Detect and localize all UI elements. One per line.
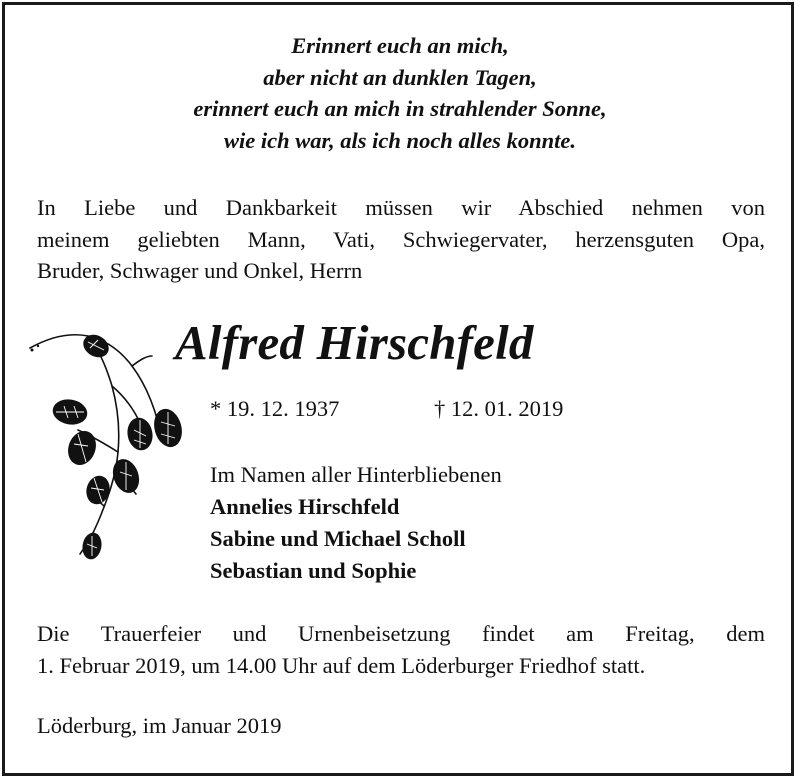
intro-line: Bruder, Schwager und Onkel, Herrn [37, 258, 363, 283]
survivor-name: Annelies Hirschfeld [210, 494, 400, 519]
birch-branch-icon [28, 326, 188, 571]
funeral-line: 1. Februar 2019, um 14.00 Uhr auf dem Löderburger Friedhof statt. [37, 653, 646, 678]
funeral-paragraph [37, 618, 765, 682]
birth-date: * 19. 12. 1937 [210, 396, 340, 421]
intro-line: meinem geliebten Mann, Vati, Schwiegervater, herzensguten Opa, [37, 226, 765, 252]
deceased-name: Alfred Hirschfeld [175, 315, 534, 370]
death-date: † 12. 01. 2019 [434, 396, 564, 421]
intro-line: In Liebe und Dankbarkeit müssen wir Abschied nehmen von [37, 195, 765, 220]
poem-line: aber nicht an dunklen Tagen, [263, 64, 537, 90]
survivor-name: Sebastian und Sophie [210, 558, 417, 583]
survivors-block [210, 459, 502, 587]
poem-line: Erinnert euch an mich, [291, 33, 509, 58]
funeral-line: Die Trauerfeier und Urnenbeisetzung findet am Freitag, dem [37, 621, 765, 646]
intro-paragraph [37, 192, 765, 287]
memorial-poem [0, 30, 800, 156]
poem-line: wie ich war, als ich noch alles konnte. [224, 127, 576, 153]
place-and-date: Löderburg, im Januar 2019 [37, 713, 282, 738]
survivors-intro: Im Namen aller Hinterbliebenen [210, 462, 502, 487]
survivor-name: Sabine und Michael Scholl [210, 526, 466, 551]
poem-line: erinnert euch an mich in strahlender Sonne, [193, 96, 607, 121]
